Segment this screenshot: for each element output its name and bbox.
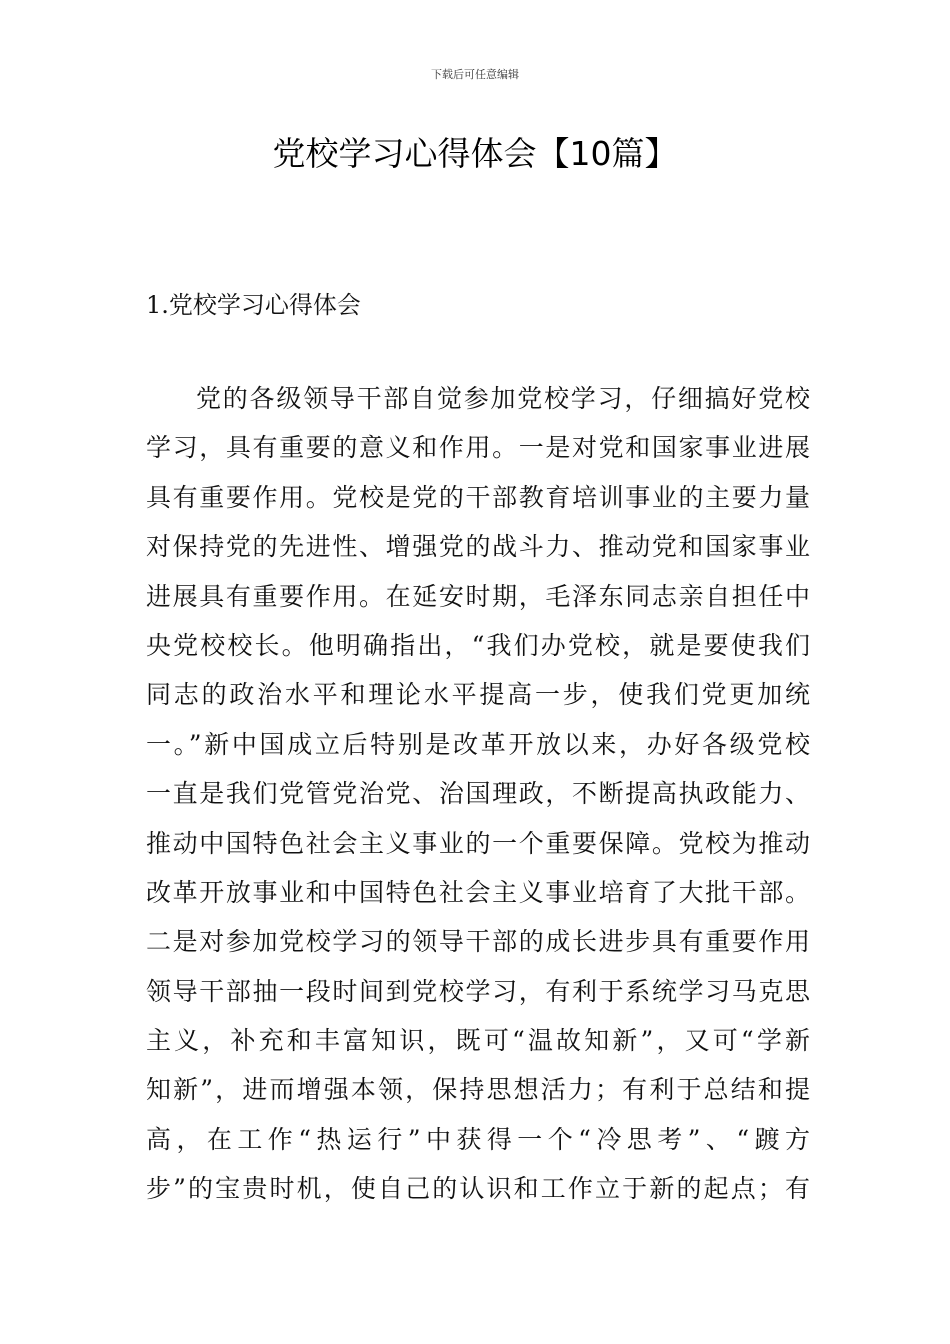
body-line: 央党校校长。他明确指出，“我们办党校，就是要使我们 [146,630,810,660]
body-line: 领导干部抽一段时间到党校学习，有利于系统学习马克思 [146,976,810,1006]
body-line: 党的各级领导干部自觉参加党校学习，仔细搞好党校 [196,384,810,413]
body-line: 高，在工作“热运行”中获得一个“冷思考”、“踱方 [146,1124,810,1154]
header-note: 下载后可任意编辑 [431,68,519,81]
body-line: 改革开放事业和中国特色社会主义事业培育了大批干部。 [146,877,810,907]
body-paragraph [146,374,810,1214]
body-line: 推动中国特色社会主义事业的一个重要保障。党校为推动 [146,828,810,858]
body-line: 一直是我们党管党治党、治国理政，不断提高执政能力、 [146,779,810,809]
body-line: 对保持党的先进性、增强党的战斗力、推动党和国家事业 [146,532,810,562]
section-heading: 1.党校学习心得体会 [146,291,361,319]
body-line: 主义，补充和丰富知识，既可“温故知新”，又可“学新 [146,1026,810,1056]
body-line: 一。”新中国成立后特别是改革开放以来，办好各级党校 [146,729,810,759]
body-line: 步”的宝贵时机，使自己的认识和工作立于新的起点；有 [146,1174,810,1204]
body-line: 二是对参加党校学习的领导干部的成长进步具有重要作用 [146,927,810,957]
body-line: 具有重要作用。党校是党的干部教育培训事业的主要力量 [146,482,810,512]
body-line: 知新”，进而增强本领，保持思想活力；有利于总结和提 [146,1075,810,1105]
body-line: 同志的政治水平和理论水平提高一步，使我们党更加统 [146,680,810,710]
body-line: 学习，具有重要的意义和作用。一是对党和国家事业进展 [146,433,810,463]
document-title: 党校学习心得体会【10篇】 [272,134,678,173]
body-line: 进展具有重要作用。在延安时期，毛泽东同志亲自担任中 [146,581,810,611]
